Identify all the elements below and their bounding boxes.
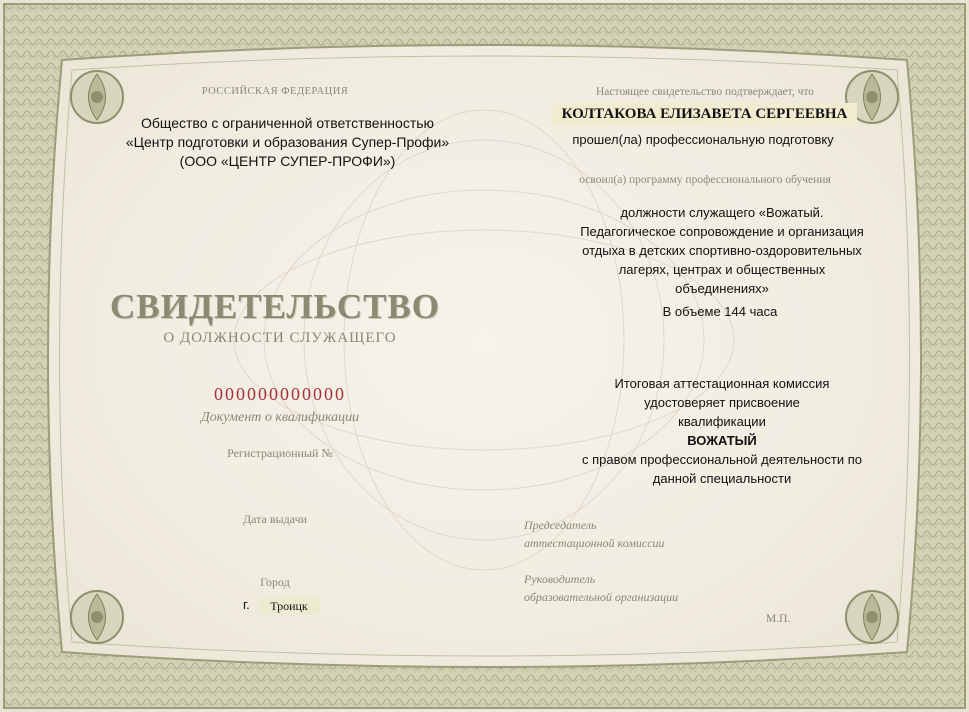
- country-label: РОССИЙСКАЯ ФЕДЕРАЦИЯ: [201, 86, 349, 97]
- ornament-bottom-right-icon: [827, 572, 917, 662]
- org-line-3: (ООО «ЦЕНТР СУПЕР-ПРОФИ»): [179, 153, 396, 169]
- position-line-2: Педагогическое сопровождение и организация: [580, 224, 864, 239]
- position-description: [552, 203, 892, 298]
- commission-statement: [562, 374, 882, 488]
- rights-line-1: с правом профессиональной деятельности по: [582, 452, 862, 467]
- chairman-line-2: аттестационной комиссии: [524, 536, 665, 550]
- position-line-3: отдыха в детских спортивно-оздоровительных: [582, 243, 862, 258]
- commission-line-2: удостоверяет присвоение: [644, 395, 800, 410]
- qualification-title: ВОЖАТЫЙ: [687, 433, 757, 448]
- city-value: Троицк: [258, 598, 320, 614]
- position-line-1: должности служащего «Вожатый.: [620, 205, 824, 220]
- commission-line-1: Итоговая аттестационная комиссия: [614, 376, 830, 391]
- course-volume: В объеме 144 часа: [662, 304, 778, 319]
- training-passed-text: прошел(ла) профессиональную подготовку: [572, 132, 834, 147]
- position-line-4: лагерях, центрах и общественных: [618, 262, 826, 277]
- program-mastered-text: освоил(а) программу профессионального обучения: [579, 174, 831, 186]
- position-line-5: объединениях»: [675, 281, 769, 296]
- ornament-bottom-left-icon: [52, 572, 142, 662]
- city-prefix: г.: [243, 597, 250, 612]
- organization-name: [100, 114, 475, 171]
- issue-date-label: Дата выдачи: [242, 512, 308, 526]
- commission-line-3: квалификации: [678, 414, 766, 429]
- director-line-1: Руководитель: [524, 572, 596, 586]
- person-name: КОЛТАКОВА ЕЛИЗАВЕТА СЕРГЕЕВНА: [552, 103, 857, 125]
- chairman-signature-label: [524, 516, 744, 552]
- registration-number-label: Регистрационный №: [227, 446, 333, 460]
- certificate-title: СВИДЕТЕЛЬСТВО: [109, 287, 441, 326]
- chairman-line-1: Председатель: [524, 518, 597, 532]
- city-label: Город: [260, 575, 290, 589]
- confirmation-text: Настоящее свидетельство подтверждает, что: [595, 86, 814, 98]
- org-line-1: Общество с ограниченной ответственностью: [140, 115, 435, 131]
- director-line-2: образовательной организации: [524, 590, 679, 604]
- director-signature-label: [524, 570, 744, 606]
- org-line-2: «Центр подготовки и образования Супер-Профи»: [125, 134, 450, 150]
- rights-line-2: данной специальности: [652, 471, 792, 486]
- seal-label: М.П.: [766, 613, 791, 625]
- certificate-number: 000000000000: [214, 384, 346, 404]
- certificate-subtitle: О ДОЛЖНОСТИ СЛУЖАЩЕГО: [163, 330, 397, 346]
- qualification-document-label: Документ о квалификации: [200, 410, 360, 425]
